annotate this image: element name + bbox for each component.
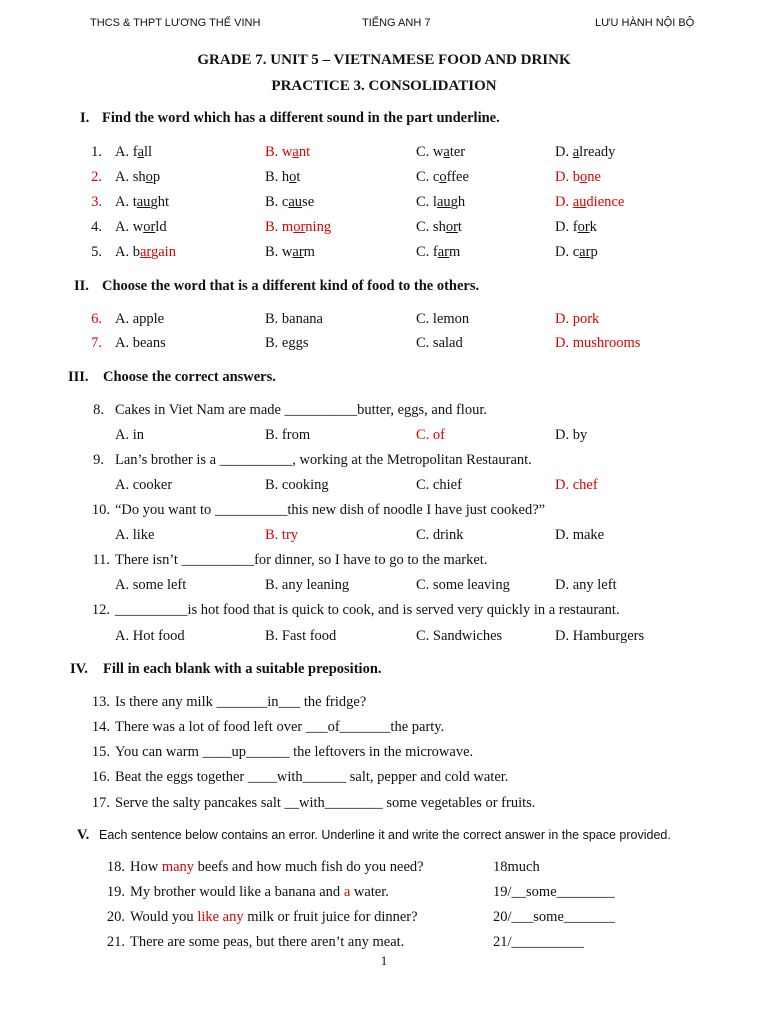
- answer-field: 18much: [493, 859, 540, 875]
- fill-blank-item: 15. You can warm ____up______ the leftovers in the microwave.: [91, 744, 474, 760]
- section-heading-1: I. Find the word which has a different sound in the part underline.: [80, 110, 500, 126]
- answer-field: 20/___some_______: [493, 909, 615, 925]
- option-b: B. hot: [265, 169, 301, 185]
- option-b: B. warm: [265, 244, 315, 260]
- question-stem: 11. There isn’t __________for dinner, so I have to go to the market.: [92, 552, 488, 568]
- question-options: [0, 577, 768, 597]
- option-c: C. farm: [416, 244, 461, 260]
- option-a: A. bargain: [115, 244, 176, 260]
- option-a: A. apple: [115, 311, 165, 327]
- option-c: C. chief: [416, 477, 462, 493]
- option-b: B. from: [265, 427, 311, 443]
- option-c: C. laugh: [416, 194, 466, 210]
- worksheet-title: GRADE 7. UNIT 5 – VIETNAMESE FOOD AND DRINK: [197, 52, 571, 68]
- question-row: 1. A. fall B. want C. water D. already: [91, 144, 616, 160]
- option-c: C. coffee: [416, 169, 469, 185]
- question-options: [0, 477, 768, 497]
- question-row: 5. A. bargain B. warm C. farm D. carp: [91, 244, 598, 260]
- option-d: D. any left: [555, 577, 617, 593]
- fill-blank-item: 16. Beat the eggs together ____with______ salt, pepper and cold water.: [91, 769, 509, 785]
- question-row: 7. A. beans B. eggs C. salad D. mushrooms: [91, 335, 641, 351]
- option-d: D. bone: [555, 169, 601, 185]
- option-c: C. salad: [416, 335, 463, 351]
- page-number: 1: [380, 953, 388, 968]
- option-c: C. water: [416, 144, 466, 160]
- question-stem: 12. __________is hot food that is quick to cook, and is served very quickly in a restaurant.: [91, 602, 620, 618]
- question-stem: 10. “Do you want to __________this new dish of noodle I have just cooked?”: [91, 502, 546, 518]
- question-options: [0, 527, 768, 547]
- option-c: C. drink: [416, 527, 464, 543]
- question-options: [0, 628, 768, 648]
- error-correction-item: 21. There are some peas, but there aren’t any meat. 21/__________: [106, 934, 585, 950]
- option-d: D. by: [555, 427, 588, 443]
- fill-blank-item: 14. There was a lot of food left over ___of_______the party.: [91, 719, 445, 735]
- question-stem: 9. Lan’s brother is a __________, working at the Metropolitan Restaurant.: [93, 452, 532, 468]
- option-d: D. chef: [555, 477, 598, 493]
- option-a: A. cooker: [115, 477, 173, 493]
- question-row: 6. A. apple B. banana C. lemon D. pork: [91, 311, 600, 327]
- option-c: C. lemon: [416, 311, 470, 327]
- option-d: D. fork: [555, 219, 597, 235]
- option-a: A. like: [115, 527, 155, 543]
- option-c: C. Sandwiches: [416, 628, 503, 644]
- option-d: D. already: [555, 144, 616, 160]
- option-a: A. some left: [115, 577, 187, 593]
- question-options: [0, 427, 768, 447]
- option-a: A. in: [115, 427, 144, 443]
- option-c: C. some leaving: [416, 577, 510, 593]
- option-b: B. want: [265, 144, 311, 160]
- option-a: A. Hot food: [115, 628, 185, 644]
- option-a: A. fall: [115, 144, 153, 160]
- option-a: A. shop: [115, 169, 161, 185]
- fill-blank-item: 17. Serve the salty pancakes salt __with________ some vegetables or fruits.: [91, 795, 536, 811]
- option-a: A. world: [115, 219, 167, 235]
- fill-blank-item: 13. Is there any milk _______in___ the fridge?: [91, 694, 367, 710]
- option-a: A. taught: [115, 194, 169, 210]
- option-b: B. cooking: [265, 477, 329, 493]
- option-c: C. of: [416, 427, 445, 443]
- option-b: B. banana: [265, 311, 323, 327]
- option-d: D. carp: [555, 244, 598, 260]
- option-d: D. Hamburgers: [555, 628, 645, 644]
- option-b: B. eggs: [265, 335, 309, 351]
- answer-field: 19/__some________: [493, 884, 615, 900]
- error-correction-item: 20. Would you like any milk or fruit juice for dinner? 20/___some_______: [106, 909, 615, 925]
- subject-name: TIẾNG ANH 7: [362, 17, 431, 29]
- option-b: B. Fast food: [265, 628, 337, 644]
- answer-field: 21/__________: [493, 934, 585, 950]
- section-heading-3: III. Choose the correct answers.: [68, 369, 276, 385]
- question-row: 4. A. world B. morning C. short D. fork: [91, 219, 597, 235]
- option-d: D. mushrooms: [555, 335, 641, 351]
- option-b: B. morning: [265, 219, 332, 235]
- option-b: B. any leaning: [265, 577, 350, 593]
- option-b: B. try: [265, 527, 299, 543]
- option-d: D. pork: [555, 311, 600, 327]
- error-correction-item: 18. How many beefs and how much fish do you need? 18much: [106, 859, 540, 875]
- question-stem: 8. Cakes in Viet Nam are made __________butter, eggs, and flour.: [93, 402, 487, 418]
- school-name: THCS & THPT LƯƠNG THẾ VINH: [90, 17, 261, 29]
- error-correction-item: 19. My brother would like a banana and a water. 19/__some________: [106, 884, 615, 900]
- option-d: D. audience: [555, 194, 625, 210]
- worksheet-subtitle: PRACTICE 3. CONSOLIDATION: [271, 78, 497, 94]
- question-row: 2. A. shop B. hot C. coffee D. bone: [91, 169, 601, 185]
- section-heading-5: V. Each sentence below contains an error. Underline it and write the correct answer in the space provided.: [77, 827, 671, 843]
- section-heading-2: II. Choose the word that is a different kind of food to the others.: [74, 278, 480, 294]
- question-row: 3. A. taught B. cause C. laugh D. audience: [91, 194, 625, 210]
- option-a: A. beans: [115, 335, 166, 351]
- page-header: [0, 17, 768, 35]
- option-b: B. cause: [265, 194, 315, 210]
- option-d: D. make: [555, 527, 605, 543]
- option-c: C. short: [416, 219, 462, 235]
- section-heading-4: IV. Fill in each blank with a suitable preposition.: [70, 661, 382, 677]
- circulation-note: LƯU HÀNH NỘI BỘ: [595, 17, 695, 29]
